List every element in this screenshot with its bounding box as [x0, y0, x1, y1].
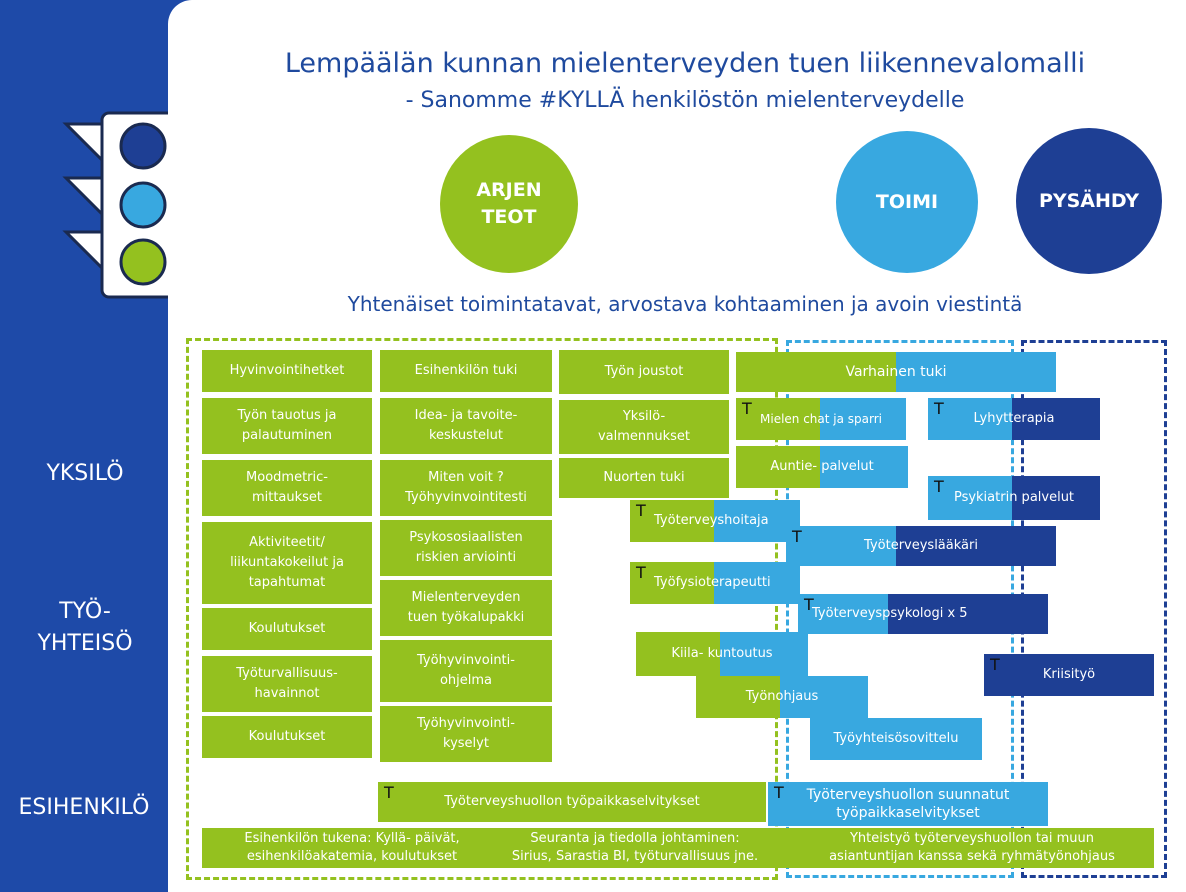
principles-text: Yhtenäiset toimintatavat, arvostava kohtaaminen ja avoin viestintä [347, 292, 1023, 316]
box-koulutukset-2: Koulutukset [202, 716, 372, 758]
row-label-tyoyhteiso: TYÖ- YHTEISÖ [37, 599, 133, 656]
box-idea-tavoite: Idea- ja tavoite- keskustelut [380, 398, 552, 454]
box-koulutukset-1: Koulutukset [202, 608, 372, 650]
box-auntie: Auntie- palvelut [736, 446, 908, 488]
t-marker: T [792, 527, 802, 546]
box-tyoyhteisosovittelu: Työyhteisösovittelu [810, 718, 982, 760]
t-marker: T [742, 399, 752, 418]
box-tyopaikkaselvitykset: T Työterveyshuollon työpaikkaselvitykset [378, 782, 766, 822]
t-marker: T [384, 783, 394, 802]
box-tyoterveyspsykologi: T Työterveyspsykologi x 5 [798, 594, 1048, 634]
box-tyoterveyshoitaja: T Työterveyshoitaja [630, 500, 800, 542]
circle-arjen-teot: ARJEN TEOT [440, 135, 578, 273]
box-kriisityo: T Kriisityö [984, 654, 1154, 696]
t-marker: T [636, 501, 646, 520]
t-marker: T [804, 595, 814, 614]
box-tyohyvinvointikyselyt: Työhyvinvointi- kyselyt [380, 706, 552, 762]
box-tyokalupakki: Mielenterveyden tuen työkalupakki [380, 580, 552, 636]
bottom-yhteistyo: Yhteistyö työterveyshuollon tai muun asiantuntijan kanssa sekä ryhmätyönohjaus [829, 831, 1115, 864]
t-marker: T [990, 655, 1000, 674]
bottom-seuranta: Seuranta ja tiedolla johtaminen: Sirius, Sarastia BI, työturvallisuus jne. [511, 831, 759, 864]
box-moodmetric: Moodmetric- mittaukset [202, 460, 372, 516]
t-marker: T [934, 477, 944, 496]
box-miten-voit: Miten voit ? Työhyvinvointitesti [380, 460, 552, 516]
box-yksilovalmennukset: Yksilö- valmennukset [559, 400, 729, 454]
bottom-esihenkilon-tukena: Esihenkilön tukena: Kyllä- päivät, esihenkilöakatemia, koulutukset [244, 831, 460, 864]
box-suunnatut-selvitykset: T Työterveyshuollon suunnatut työpaikkaselvitykset [768, 782, 1048, 826]
row-label-esihenkilo: ESIHENKILÖ [18, 795, 150, 820]
box-tyon-joustot: Työn joustot [559, 350, 729, 394]
box-tyohyvinvointiohjelma: Työhyvinvointi- ohjelma [380, 640, 552, 702]
t-marker: T [636, 563, 646, 582]
circle-pysahdy: PYSÄHDY [1016, 128, 1162, 274]
box-hyvinvointihetket: Hyvinvointihetket [202, 350, 372, 392]
box-aktiviteetit: Aktiviteetit/ liikuntakokeilut ja tapahtumat [202, 522, 372, 604]
box-varhainen-tuki: Varhainen tuki [736, 352, 1056, 392]
box-mielen-chat: T Mielen chat ja sparri [736, 398, 906, 440]
t-marker: T [774, 783, 784, 802]
box-psykososiaaliset: Psykososiaalisten riskien arviointi [380, 520, 552, 576]
box-tyofysioterapeutti: T Työfysioterapeutti [630, 562, 800, 604]
box-esihenkilon-tuki: Esihenkilön tuki [380, 350, 552, 392]
box-tyoturvallisuus: Työturvallisuus- havainnot [202, 656, 372, 712]
box-lyhytterapia: T Lyhytterapia [928, 398, 1100, 440]
circle-toimi: TOIMI [836, 131, 978, 273]
box-tyon-tauotus: Työn tauotus ja palautuminen [202, 398, 372, 454]
t-marker: T [934, 399, 944, 418]
box-tyonohjaus: Työnohjaus [696, 676, 868, 718]
box-psykiatri: T Psykiatrin palvelut [928, 476, 1100, 520]
box-tyoterveyslaakari: T Työterveyslääkäri [786, 526, 1056, 566]
row-label-yksilo: YKSILÖ [46, 461, 124, 486]
page-title: Lempäälän kunnan mielenterveyden tuen liikennevalomalli [284, 48, 1086, 79]
box-kiila-kuntoutus: Kiila- kuntoutus [636, 632, 808, 676]
box-nuorten-tuki: Nuorten tuki [559, 458, 729, 498]
page-subtitle: - Sanomme #KYLLÄ henkilöstön mielenterveydelle [405, 88, 965, 113]
